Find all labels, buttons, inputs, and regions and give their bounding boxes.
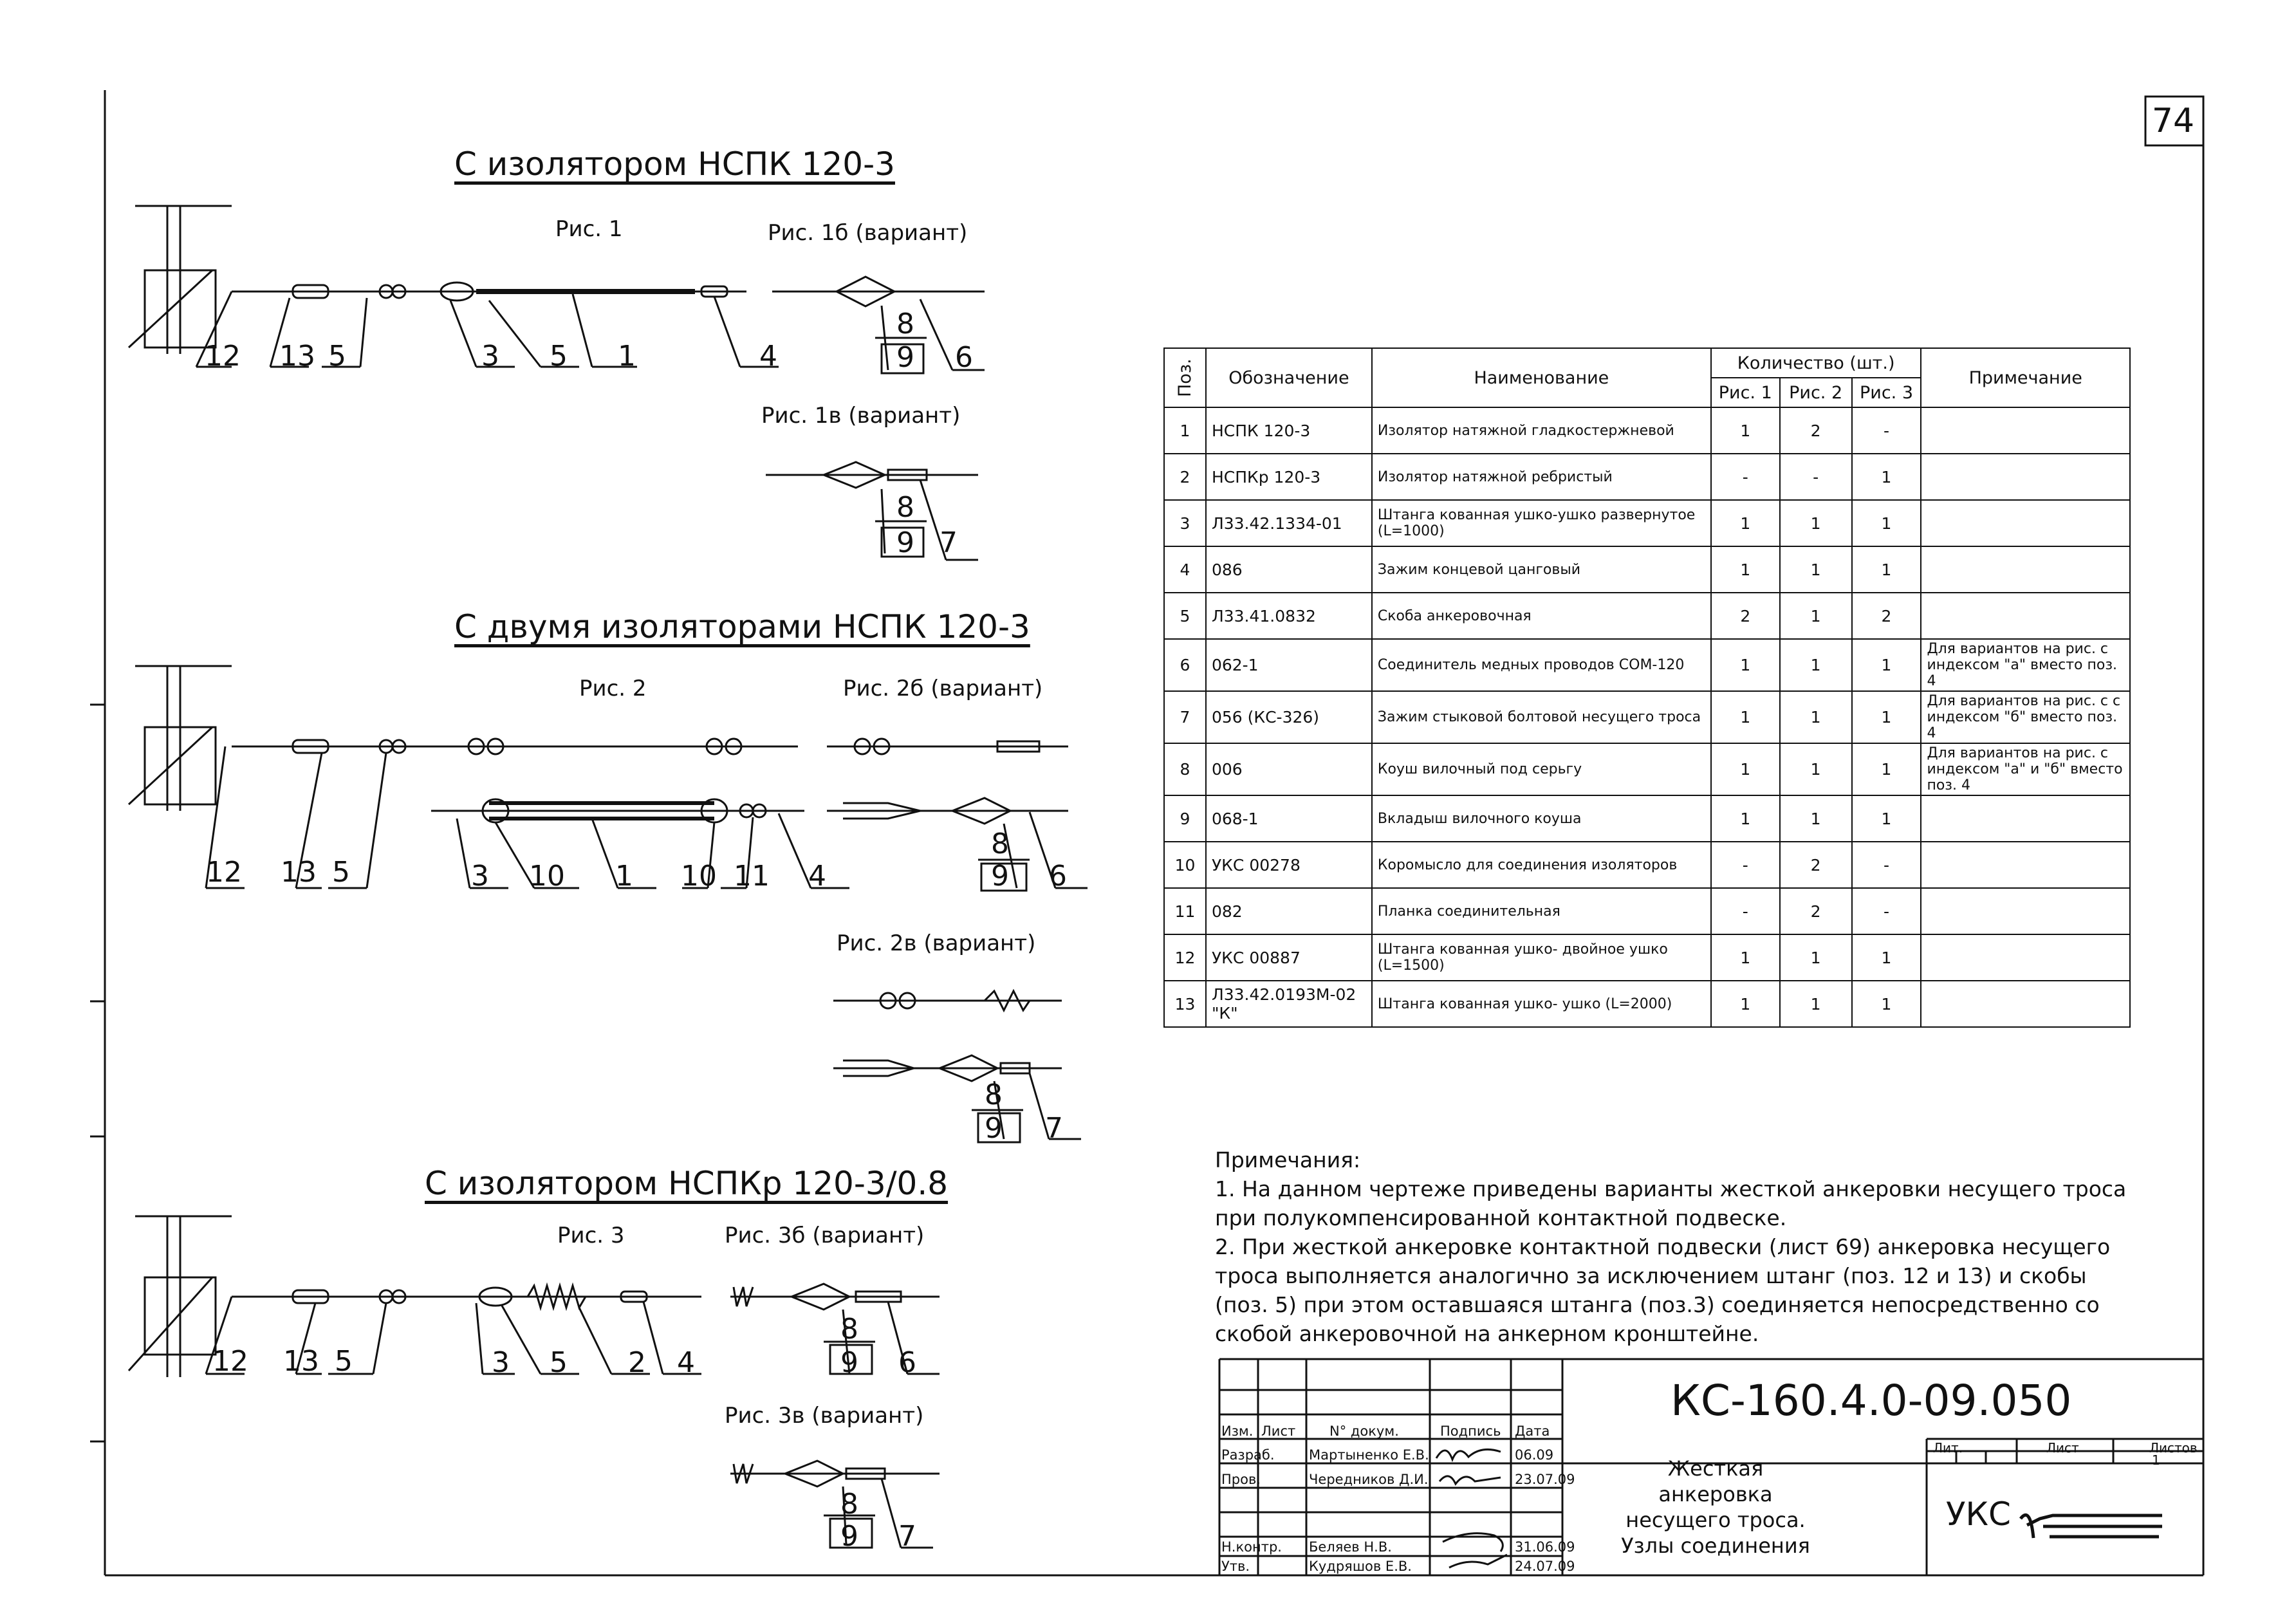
table-row xyxy=(1164,888,2130,934)
col-header-pos: Поз. xyxy=(1164,348,1206,407)
caption-fig2b: Рис. 2б (вариант) xyxy=(843,676,1043,701)
callout: 4 xyxy=(808,860,826,893)
cell-des: Л33.42.0193М-02 "К" xyxy=(1206,981,1372,1027)
tb-role-nk: Н.контр. xyxy=(1221,1539,1282,1555)
cell-note xyxy=(1921,795,2130,842)
cell-q2: 1 xyxy=(1780,593,1852,639)
table-row xyxy=(1164,454,2130,500)
document-title: Жесткая анкеровка несущего троса. Узлы соединения xyxy=(1621,1456,1810,1558)
cell-note xyxy=(1921,981,2130,1027)
callout: 9 xyxy=(840,1520,858,1553)
cell-q1: 1 xyxy=(1711,743,1780,795)
callout: 5 xyxy=(335,1345,353,1378)
cell-note xyxy=(1921,842,2130,888)
cell-pos: 4 xyxy=(1164,546,1206,593)
cell-q3: - xyxy=(1852,888,1921,934)
cell-name: Зажим концевой цанговый xyxy=(1372,546,1711,593)
cell-name: Штанга кованная ушко- ушко (L=2000) xyxy=(1372,981,1711,1027)
cell-name: Вкладыш вилочного коуша xyxy=(1372,795,1711,842)
cell-des: 086 xyxy=(1206,546,1372,593)
callout: 5 xyxy=(328,340,346,373)
caption-fig3: Рис. 3 xyxy=(557,1223,625,1248)
figure-2v-drawing xyxy=(833,991,1081,1142)
note-item-1: 1. На данном чертеже приведены варианты жесткой анкеровки несущего троса при полукомпенсированной контактной подвеске. xyxy=(1215,1176,2127,1230)
tb-date-nk: 31.06.09 xyxy=(1515,1539,1575,1555)
tb-name-check: Чередников Д.И. xyxy=(1309,1472,1429,1487)
callout: 12 xyxy=(205,340,241,373)
col-header-fig2: Рис. 2 xyxy=(1780,378,1852,407)
cell-pos: 10 xyxy=(1164,842,1206,888)
callout: 3 xyxy=(481,340,499,373)
callout: 10 xyxy=(681,860,717,893)
cell-q3: - xyxy=(1852,407,1921,454)
tb-head-date: Дата xyxy=(1515,1423,1550,1439)
cell-pos: 2 xyxy=(1164,454,1206,500)
cell-note xyxy=(1921,888,2130,934)
caption-fig2v: Рис. 2в (вариант) xyxy=(837,931,1036,956)
tb-lit: Лит. xyxy=(1933,1440,1963,1456)
tb-head-izm: Изм. xyxy=(1221,1423,1254,1439)
cell-note xyxy=(1921,407,2130,454)
callout: 6 xyxy=(1049,860,1067,893)
callout: 2 xyxy=(628,1346,646,1379)
caption-fig1: Рис. 1 xyxy=(555,216,623,242)
col-header-name: Наименование xyxy=(1372,348,1711,407)
col-header-fig3: Рис. 3 xyxy=(1852,378,1921,407)
callout: 1 xyxy=(618,340,636,373)
tb-name-nk: Беляев Н.В. xyxy=(1309,1539,1392,1555)
callout: 9 xyxy=(991,860,1009,893)
section-title-3: С изолятором НСПКр 120-3/0.8 xyxy=(425,1165,949,1202)
callout: 7 xyxy=(898,1520,916,1553)
cell-note xyxy=(1921,454,2130,500)
caption-fig1b: Рис. 1б (вариант) xyxy=(768,220,968,246)
cell-des: УКС 00278 xyxy=(1206,842,1372,888)
callout: 8 xyxy=(896,308,914,340)
cell-des: УКС 00887 xyxy=(1206,934,1372,981)
figure-2-drawing xyxy=(129,666,849,888)
document-code: КС-160.4.0-09.050 xyxy=(1671,1376,2072,1425)
section-title-1: С изолятором НСПК 120-3 xyxy=(454,145,895,183)
cell-q2: 2 xyxy=(1780,842,1852,888)
cell-name: Штанга кованная ушко- двойное ушко (L=1500) xyxy=(1372,934,1711,981)
table-row xyxy=(1164,407,2130,454)
cell-name: Планка соединительная xyxy=(1372,888,1711,934)
cell-q2: 1 xyxy=(1780,795,1852,842)
cell-note: Для вариантов на рис. с с индексом "б" вместо поз. 4 xyxy=(1921,691,2130,743)
cell-q1: 1 xyxy=(1711,500,1780,546)
callout: 13 xyxy=(283,1345,319,1378)
cell-q1: 1 xyxy=(1711,981,1780,1027)
cell-note xyxy=(1921,546,2130,593)
callout: 13 xyxy=(281,856,317,889)
specification-table xyxy=(1163,347,2131,1028)
cell-q3: - xyxy=(1852,842,1921,888)
cell-q3: 1 xyxy=(1852,639,1921,691)
callout: 8 xyxy=(985,1079,1003,1111)
table-row xyxy=(1164,546,2130,593)
table-row xyxy=(1164,691,2130,743)
cell-des: Л33.41.0832 xyxy=(1206,593,1372,639)
callout: 9 xyxy=(896,341,914,374)
cell-name: Изолятор натяжной гладкостержневой xyxy=(1372,407,1711,454)
tb-head-sign: Подпись xyxy=(1440,1423,1501,1439)
cell-pos: 7 xyxy=(1164,691,1206,743)
tb-name-dev: Мартыненко Е.В. xyxy=(1309,1447,1429,1463)
cell-q1: 1 xyxy=(1711,691,1780,743)
callout: 9 xyxy=(840,1346,858,1379)
cell-des: НСПКр 120-3 xyxy=(1206,454,1372,500)
table-row xyxy=(1164,500,2130,546)
callout: 9 xyxy=(985,1112,1003,1145)
cell-name: Коромысло для соединения изоляторов xyxy=(1372,842,1711,888)
cell-q2: 2 xyxy=(1780,888,1852,934)
cell-pos: 11 xyxy=(1164,888,1206,934)
cell-q1: 1 xyxy=(1711,934,1780,981)
cell-q1: 1 xyxy=(1711,795,1780,842)
sheet-number: 74 xyxy=(2151,102,2195,140)
callout: 7 xyxy=(1045,1112,1063,1145)
callout: 8 xyxy=(896,491,914,524)
cell-q3: 1 xyxy=(1852,934,1921,981)
tb-sheets: Листов xyxy=(2149,1440,2198,1456)
callout: 8 xyxy=(991,828,1009,860)
cell-des: 056 (КС-326) xyxy=(1206,691,1372,743)
cell-q1: 1 xyxy=(1711,546,1780,593)
table-row xyxy=(1164,795,2130,842)
table-row xyxy=(1164,842,2130,888)
cell-name: Изолятор натяжной ребристый xyxy=(1372,454,1711,500)
signatures-icon xyxy=(1430,1439,1562,1575)
tb-date-dev: 06.09 xyxy=(1515,1447,1554,1463)
callout: 4 xyxy=(677,1346,695,1379)
callout: 8 xyxy=(840,1488,858,1521)
cell-q1: - xyxy=(1711,454,1780,500)
cell-q2: 1 xyxy=(1780,546,1852,593)
cell-des: 082 xyxy=(1206,888,1372,934)
figure-1b-drawing xyxy=(772,277,985,373)
cell-note: Для вариантов на рис. с индексом "а" и "б" вместо поз. 4 xyxy=(1921,743,2130,795)
tb-head-list: Лист xyxy=(1261,1423,1296,1439)
tb-date-check: 23.07.09 xyxy=(1515,1472,1575,1487)
callout: 3 xyxy=(492,1346,510,1379)
cell-name: Скоба анкеровочная xyxy=(1372,593,1711,639)
cell-name: Соединитель медных проводов СОМ-120 xyxy=(1372,639,1711,691)
col-header-designation: Обозначение xyxy=(1206,348,1372,407)
callout: 12 xyxy=(206,856,242,889)
callout: 1 xyxy=(615,860,633,893)
caption-fig2: Рис. 2 xyxy=(579,676,647,701)
table-row xyxy=(1164,743,2130,795)
cell-name: Коуш вилочный под серьгу xyxy=(1372,743,1711,795)
cell-q1: 1 xyxy=(1711,407,1780,454)
callout: 5 xyxy=(550,340,568,373)
callout: 4 xyxy=(759,340,777,373)
cell-q2: 2 xyxy=(1780,407,1852,454)
cell-q2: 1 xyxy=(1780,981,1852,1027)
callout: 3 xyxy=(471,860,489,893)
cell-q1: - xyxy=(1711,888,1780,934)
tb-role-check: Пров. xyxy=(1221,1472,1261,1487)
caption-fig3b: Рис. 3б (вариант) xyxy=(725,1223,925,1248)
cell-q2: 1 xyxy=(1780,691,1852,743)
cell-q1: - xyxy=(1711,842,1780,888)
tb-date-appr: 24.07.09 xyxy=(1515,1559,1575,1574)
tb-name-appr: Кудряшов Е.В. xyxy=(1309,1559,1412,1574)
cell-pos: 9 xyxy=(1164,795,1206,842)
caption-fig1v: Рис. 1в (вариант) xyxy=(761,403,961,429)
table-row xyxy=(1164,981,2130,1027)
cell-q3: 1 xyxy=(1852,454,1921,500)
cell-pos: 8 xyxy=(1164,743,1206,795)
section-title-2: С двумя изоляторами НСПК 120-3 xyxy=(454,608,1030,645)
cell-q3: 2 xyxy=(1852,593,1921,639)
cell-des: 006 xyxy=(1206,743,1372,795)
cell-pos: 5 xyxy=(1164,593,1206,639)
caption-fig3v: Рис. 3в (вариант) xyxy=(725,1403,924,1429)
cell-note xyxy=(1921,500,2130,546)
col-header-fig1: Рис. 1 xyxy=(1711,378,1780,407)
cell-des: 068-1 xyxy=(1206,795,1372,842)
note-item-2: 2. При жесткой анкеровке контактной подвески (лист 69) анкеровка несущего троса выполняется аналогично за исключением штанг (поз. 12 и 13) и скобы (поз. 5) при этом оставшаяся штанга (поз.3) соединяется непосредственно со скобой анкеровочной на анкерном кронштейне. xyxy=(1215,1234,2111,1346)
cell-name: Зажим стыковой болтовой несущего троса xyxy=(1372,691,1711,743)
callout: 6 xyxy=(898,1346,916,1379)
callout: 5 xyxy=(332,856,350,889)
cell-q2: 1 xyxy=(1780,743,1852,795)
callout: 9 xyxy=(896,526,914,559)
cell-des: Л33.42.1334-01 xyxy=(1206,500,1372,546)
callout: 11 xyxy=(734,860,770,893)
cell-pos: 12 xyxy=(1164,934,1206,981)
cell-pos: 3 xyxy=(1164,500,1206,546)
callout: 12 xyxy=(212,1345,248,1378)
cell-q3: 1 xyxy=(1852,500,1921,546)
cell-note xyxy=(1921,934,2130,981)
tb-sheets-value: 1 xyxy=(2152,1452,2160,1468)
callout: 8 xyxy=(840,1313,858,1346)
callout: 7 xyxy=(940,526,958,559)
col-header-note: Примечание xyxy=(1921,348,2130,407)
tb-sheet: Лист xyxy=(2046,1440,2079,1456)
cell-q2: 1 xyxy=(1780,639,1852,691)
tb-role-dev: Разраб. xyxy=(1221,1447,1275,1463)
cell-q1: 1 xyxy=(1711,639,1780,691)
cell-note xyxy=(1921,593,2130,639)
cell-pos: 13 xyxy=(1164,981,1206,1027)
table-row xyxy=(1164,934,2130,981)
cell-note: Для вариантов на рис. с индексом "а" вместо поз. 4 xyxy=(1921,639,2130,691)
table-row xyxy=(1164,639,2130,691)
callout: 6 xyxy=(955,341,973,374)
cell-des: 062-1 xyxy=(1206,639,1372,691)
cell-q1: 2 xyxy=(1711,593,1780,639)
tb-role-appr: Утв. xyxy=(1221,1559,1250,1574)
cell-q2: - xyxy=(1780,454,1852,500)
callout: 5 xyxy=(550,1346,568,1379)
organization-name: УКС xyxy=(1946,1496,2011,1533)
cell-pos: 6 xyxy=(1164,639,1206,691)
cell-des: НСПК 120-3 xyxy=(1206,407,1372,454)
cell-q3: 1 xyxy=(1852,691,1921,743)
cell-q2: 1 xyxy=(1780,500,1852,546)
cell-pos: 1 xyxy=(1164,407,1206,454)
tb-head-doc: N° докум. xyxy=(1329,1423,1399,1439)
callout: 13 xyxy=(279,340,315,373)
cell-q3: 1 xyxy=(1852,743,1921,795)
cell-q3: 1 xyxy=(1852,795,1921,842)
table-row xyxy=(1164,593,2130,639)
notes-heading: Примечания: xyxy=(1215,1147,1361,1172)
org-logo-mark xyxy=(2021,1515,2162,1538)
cell-q3: 1 xyxy=(1852,546,1921,593)
callout: 10 xyxy=(529,860,565,893)
cell-q2: 1 xyxy=(1780,934,1852,981)
cell-q3: 1 xyxy=(1852,981,1921,1027)
col-header-qty: Количество (шт.) xyxy=(1711,348,1921,378)
notes-block xyxy=(1215,1145,2142,1348)
cell-name: Штанга кованная ушко-ушко развернутое (L=1000) xyxy=(1372,500,1711,546)
